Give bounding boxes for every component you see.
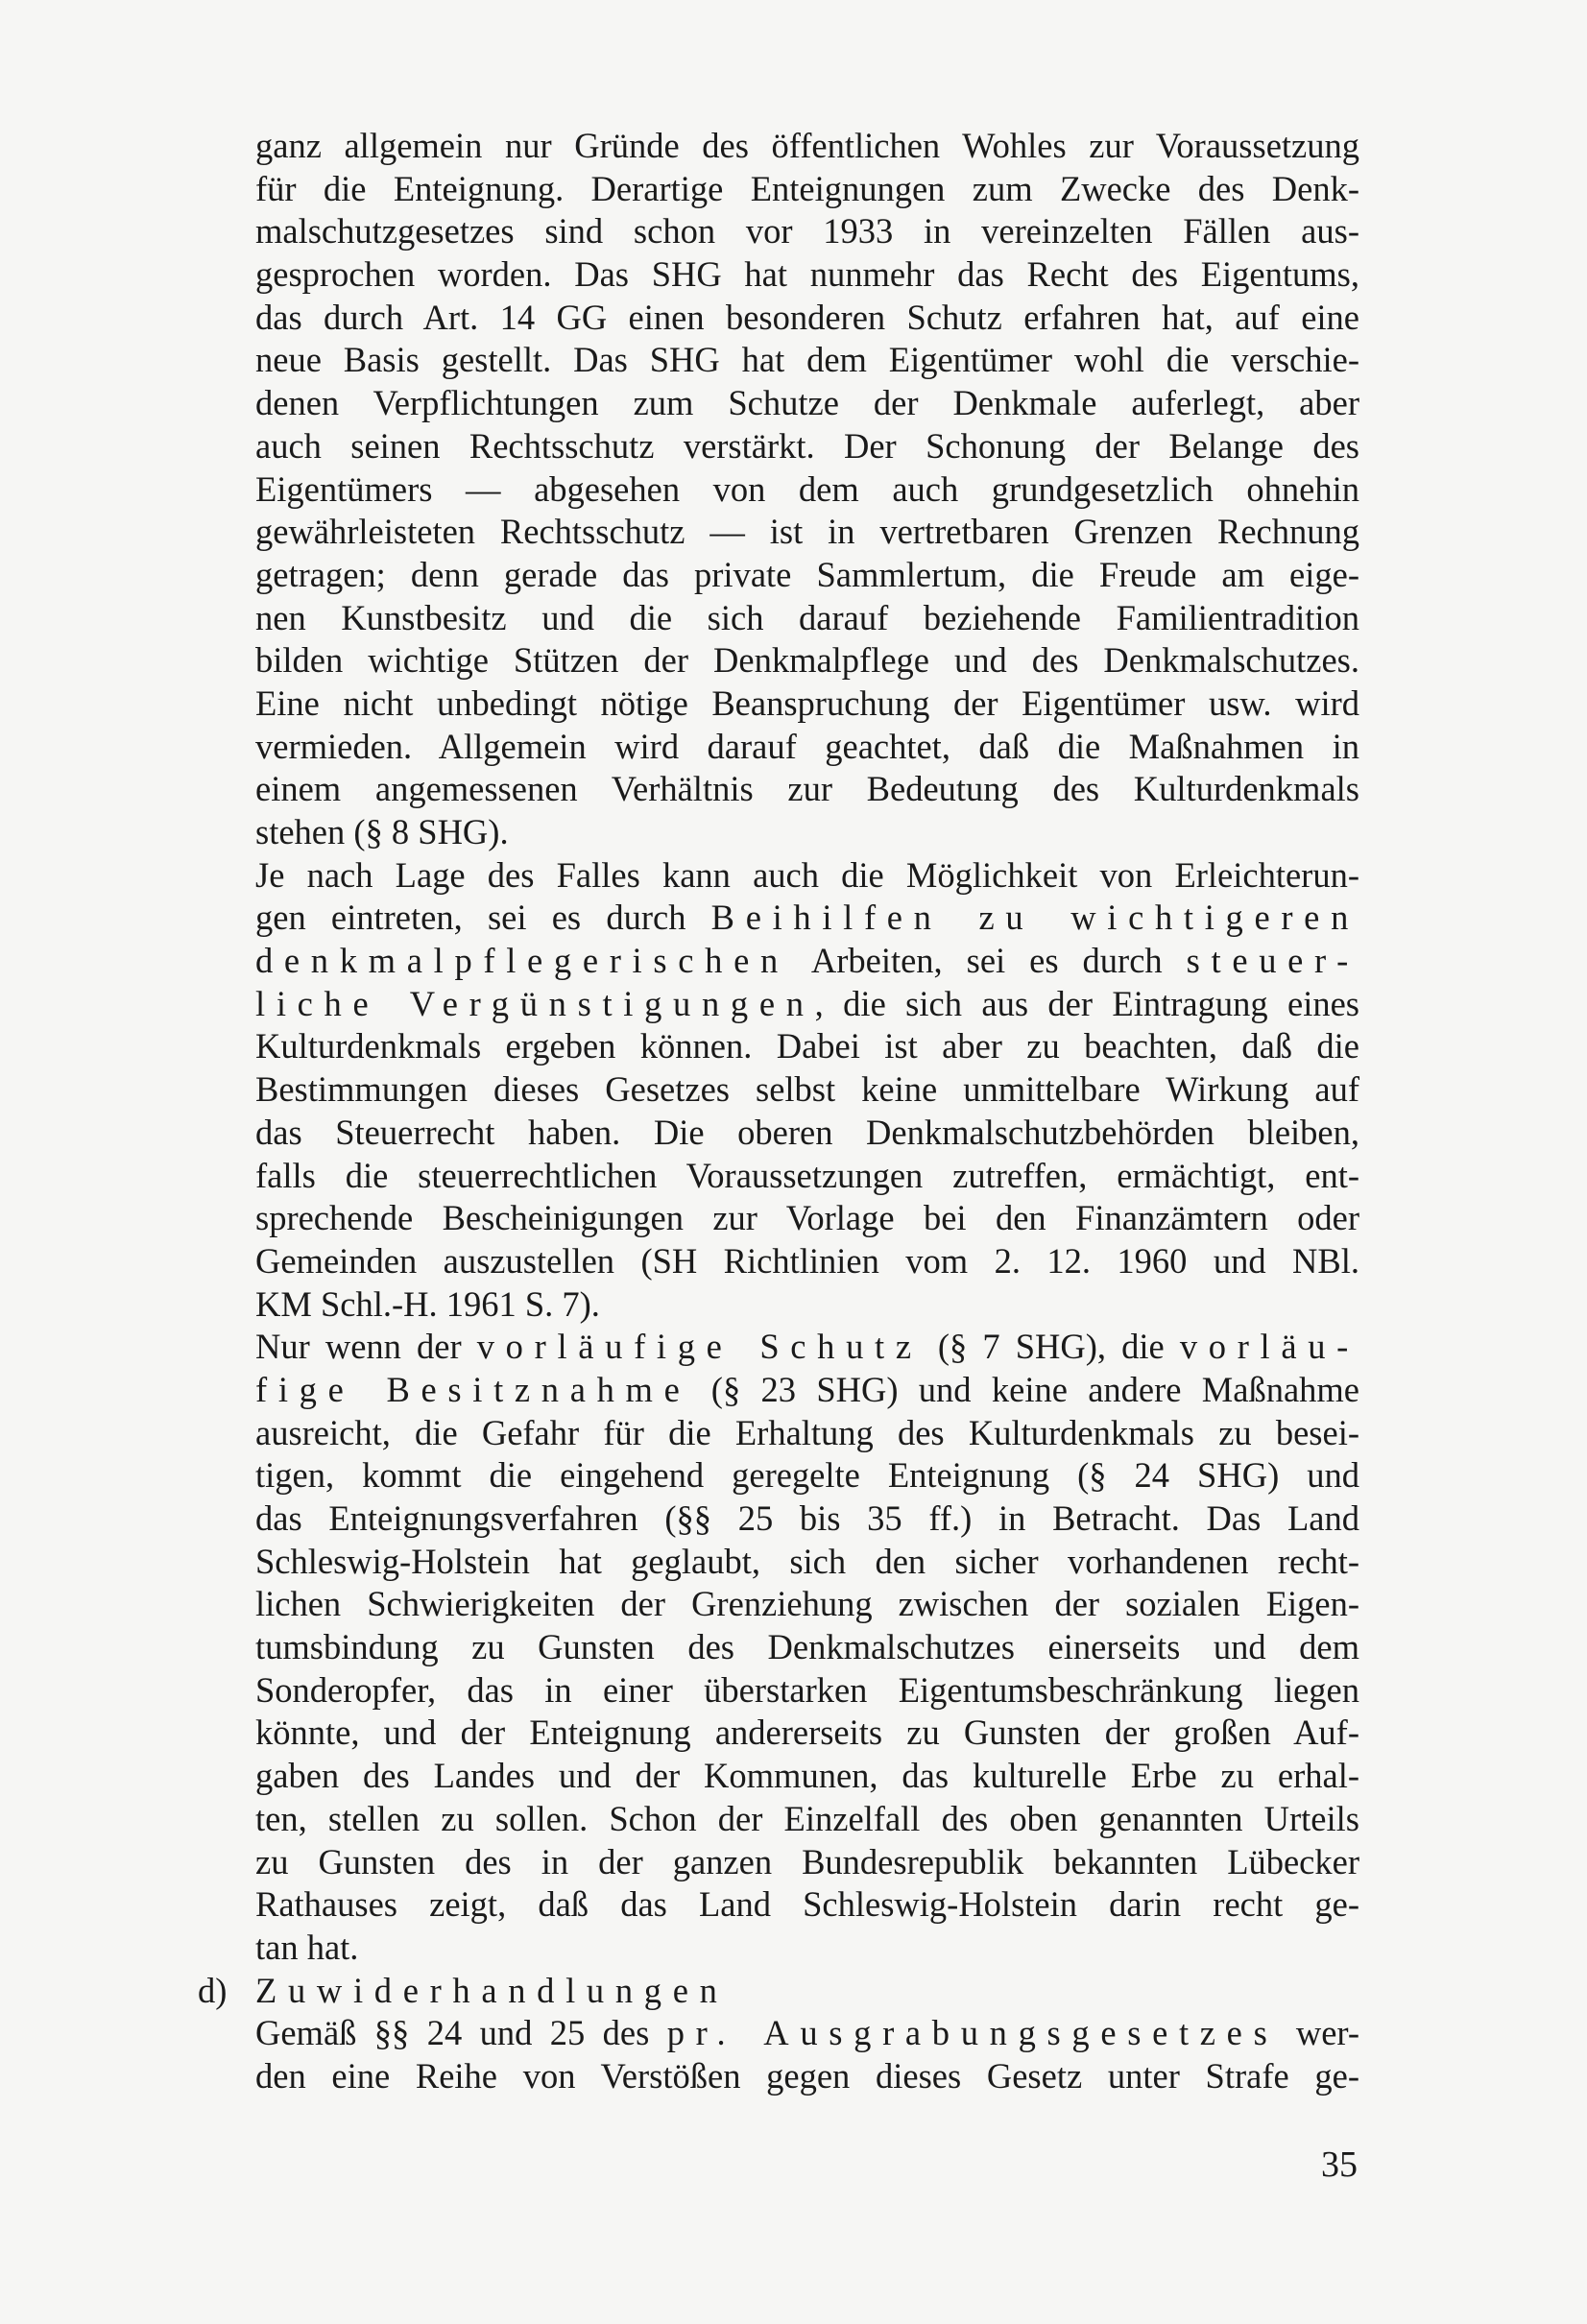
- text-segment: Sonderopfer, das in einer überstarken Eigentumsbeschränkung liegen: [255, 1669, 1359, 1710]
- text-line: [255, 425, 1359, 468]
- text-segment: neue Basis gestellt. Das SHG hat dem Eigentümer wohl die verschie-: [255, 340, 1359, 380]
- text-segment: Kulturdenkmals ergeben können. Dabei ist aber zu beachten, daß die: [255, 1026, 1359, 1066]
- text-line: [255, 511, 1359, 554]
- text-line: [255, 639, 1359, 683]
- text-segment: könnte, und der Enteignung andererseits zu Gunsten der großen Auf-: [255, 1713, 1359, 1753]
- text-segment: KM Schl.-H. 1961 S. 7).: [255, 1283, 600, 1324]
- text-segment: getragen; denn gerade das private Sammlertum, die Freude am eige-: [255, 554, 1359, 594]
- section-heading-line: [198, 1970, 1359, 2013]
- text-line: [255, 897, 1359, 940]
- text-segment: Eigentümers — abgesehen von dem auch grundgesetzlich ohnehin: [255, 468, 1359, 509]
- text-segment: gesprochen worden. Das SHG hat nunmehr das Recht des Eigentums,: [255, 254, 1359, 295]
- text-segment: nen Kunstbesitz und die sich darauf beziehende Familientradition: [255, 597, 1359, 637]
- spaced-emphasis-text: steuer-: [1186, 941, 1359, 981]
- text-segment: wer-: [1278, 2013, 1359, 2053]
- spaced-emphasis-text: Beihilfen zu wichtigeren: [710, 898, 1359, 938]
- page-number: 35: [1321, 2144, 1358, 2185]
- text-line: [255, 168, 1359, 211]
- page-body: [198, 125, 1360, 2098]
- text-segment: Gemäß §§ 24 und 25 des: [255, 2013, 667, 2053]
- text-line: [255, 468, 1359, 512]
- text-line: [255, 210, 1359, 253]
- text-segment: für die Enteignung. Derartige Enteignungen zum Zwecke des Denk-: [255, 168, 1359, 208]
- text-line: [255, 1025, 1359, 1068]
- text-segment: Gemeinden auszustellen (SH Richtlinien vom 2. 12. 1960 und NBl.: [255, 1240, 1359, 1281]
- text-segment: ausreicht, die Gefahr für die Erhaltung des Kulturdenkmals zu besei-: [255, 1412, 1359, 1452]
- text-segment: gen eintreten, sei es durch: [255, 898, 711, 938]
- text-line: [255, 253, 1359, 297]
- text-segment: Arbeiten, sei es durch: [788, 941, 1187, 981]
- text-segment: das durch Art. 14 GG einen besonderen Schutz erfahren hat, auf eine: [255, 297, 1359, 337]
- text-line: [255, 983, 1359, 1026]
- text-segment: (§ 23 SHG) und keine andere Maßnahme: [690, 1369, 1359, 1409]
- spaced-emphasis-text: vorläu-: [1179, 1327, 1359, 1367]
- text-segment: einem angemessenen Verhältnis zur Bedeutung des Kulturdenkmals: [255, 769, 1359, 809]
- text-line: [255, 683, 1359, 726]
- spaced-emphasis-text: pr. Ausgrabungsgesetzes: [666, 2013, 1279, 2053]
- section-marker: d): [198, 1970, 228, 2010]
- text-line: [255, 1155, 1359, 1198]
- text-line: [255, 1240, 1359, 1283]
- text-segment: zu Gunsten des in der ganzen Bundesrepublik bekannten Lübecker: [255, 1841, 1359, 1881]
- text-line: [255, 811, 1359, 854]
- text-segment: den eine Reihe von Verstößen gegen dieses Gesetz unter Strafe ge-: [255, 2055, 1359, 2096]
- text-line: [255, 1541, 1359, 1584]
- text-segment: malschutzgesetzes sind schon vor 1933 in vereinzelten Fällen aus-: [255, 211, 1359, 252]
- text-line: [255, 1412, 1359, 1455]
- text-line: [255, 1369, 1359, 1412]
- text-line: [255, 1583, 1359, 1626]
- spaced-emphasis-text: denkmalpflegerischen: [255, 941, 789, 981]
- text-line: [255, 1755, 1359, 1798]
- text-segment: bilden wichtige Stützen der Denkmalpflege und des Denkmalschutzes.: [255, 640, 1359, 681]
- text-segment: (§ 7 SHG), die: [922, 1327, 1180, 1367]
- text-segment: ten, stellen zu sollen. Schon der Einzelfall des oben genannten Urteils: [255, 1798, 1359, 1838]
- text-line: [255, 1626, 1359, 1669]
- text-segment: Je nach Lage des Falles kann auch die Möglichkeit von Erleichterun-: [255, 854, 1359, 895]
- text-segment: falls die steuerrechtlichen Voraussetzungen zutreffen, ermächtigt, ent-: [255, 1155, 1359, 1195]
- text-line: [255, 1669, 1359, 1713]
- text-line: [255, 726, 1359, 769]
- text-line: [255, 339, 1359, 382]
- text-line: [255, 940, 1359, 983]
- text-segment: tan hat.: [255, 1927, 359, 1967]
- text-segment: sprechende Bescheinigungen zur Vorlage bei den Finanzämtern oder: [255, 1198, 1359, 1238]
- text-line: [255, 1883, 1359, 1927]
- text-line: [255, 1197, 1359, 1240]
- text-line: [255, 1283, 1359, 1327]
- text-segment: gaben des Landes und der Kommunen, das kulturelle Erbe zu erhal-: [255, 1756, 1359, 1796]
- text-segment: das Steuerrecht haben. Die oberen Denkmalschutzbehörden bleiben,: [255, 1112, 1359, 1152]
- text-segment: Rathauses zeigt, daß das Land Schleswig-Holstein darin recht ge-: [255, 1884, 1359, 1925]
- text-line: [255, 1497, 1359, 1541]
- text-segment: tigen, kommt die eingehend geregelte Enteignung (§ 24 SHG) und: [255, 1455, 1359, 1496]
- text-segment: lichen Schwierigkeiten der Grenziehung zwischen der sozialen Eigen-: [255, 1584, 1359, 1624]
- text-segment: Nur wenn der: [255, 1327, 477, 1367]
- text-segment: stehen (§ 8 SHG).: [255, 812, 509, 851]
- text-line: [255, 554, 1359, 597]
- text-line: [255, 597, 1359, 640]
- text-line: [255, 1798, 1359, 1841]
- text-line: [255, 768, 1359, 811]
- spaced-emphasis-text: vorläufige Schutz: [476, 1327, 923, 1367]
- text-line: [255, 1454, 1359, 1497]
- text-line: [255, 1712, 1359, 1755]
- text-segment: Schleswig-Holstein hat geglaubt, sich den sicher vorhandenen recht-: [255, 1541, 1359, 1581]
- spaced-emphasis-text: Zuwiderhandlungen: [255, 1970, 729, 2010]
- text-segment: das Enteignungsverfahren (§§ 25 bis 35 ff.) in Betracht. Das Land: [255, 1498, 1359, 1538]
- text-line: [255, 382, 1359, 425]
- text-segment: auch seinen Rechtsschutz verstärkt. Der Schonung der Belange des: [255, 425, 1359, 466]
- text-segment: Bestimmungen dieses Gesetzes selbst keine unmittelbare Wirkung auf: [255, 1069, 1359, 1110]
- text-line: [255, 125, 1359, 168]
- text-segment: vermieden. Allgemein wird darauf geachtet, daß die Maßnahmen in: [255, 726, 1359, 766]
- spaced-emphasis-text: liche Vergünstigungen: [255, 983, 815, 1023]
- text-line: [255, 1068, 1359, 1112]
- text-segment: tumsbindung zu Gunsten des Denkmalschutzes einerseits und dem: [255, 1627, 1359, 1667]
- text-segment: denen Verpflichtungen zum Schutze der Denkmale auferlegt, aber: [255, 383, 1359, 423]
- text-segment: gewährleisteten Rechtsschutz — ist in vertretbaren Grenzen Rechnung: [255, 512, 1359, 552]
- text-line: [255, 2055, 1359, 2098]
- text-line: [255, 2012, 1359, 2055]
- text-line: [255, 1927, 1359, 1970]
- text-segment: ganz allgemein nur Gründe des öffentlichen Wohles zur Voraussetzung: [255, 126, 1359, 165]
- text-line: [255, 1841, 1359, 1884]
- text-segment: , die sich aus der Eintragung eines: [814, 983, 1360, 1023]
- text-line: [255, 854, 1359, 898]
- text-line: [255, 1112, 1359, 1155]
- text-line: [255, 1326, 1359, 1369]
- spaced-emphasis-text: fige Besitznahme: [255, 1369, 691, 1409]
- text-line: [255, 297, 1359, 340]
- text-segment: Eine nicht unbedingt nötige Beanspruchung der Eigentümer usw. wird: [255, 683, 1359, 723]
